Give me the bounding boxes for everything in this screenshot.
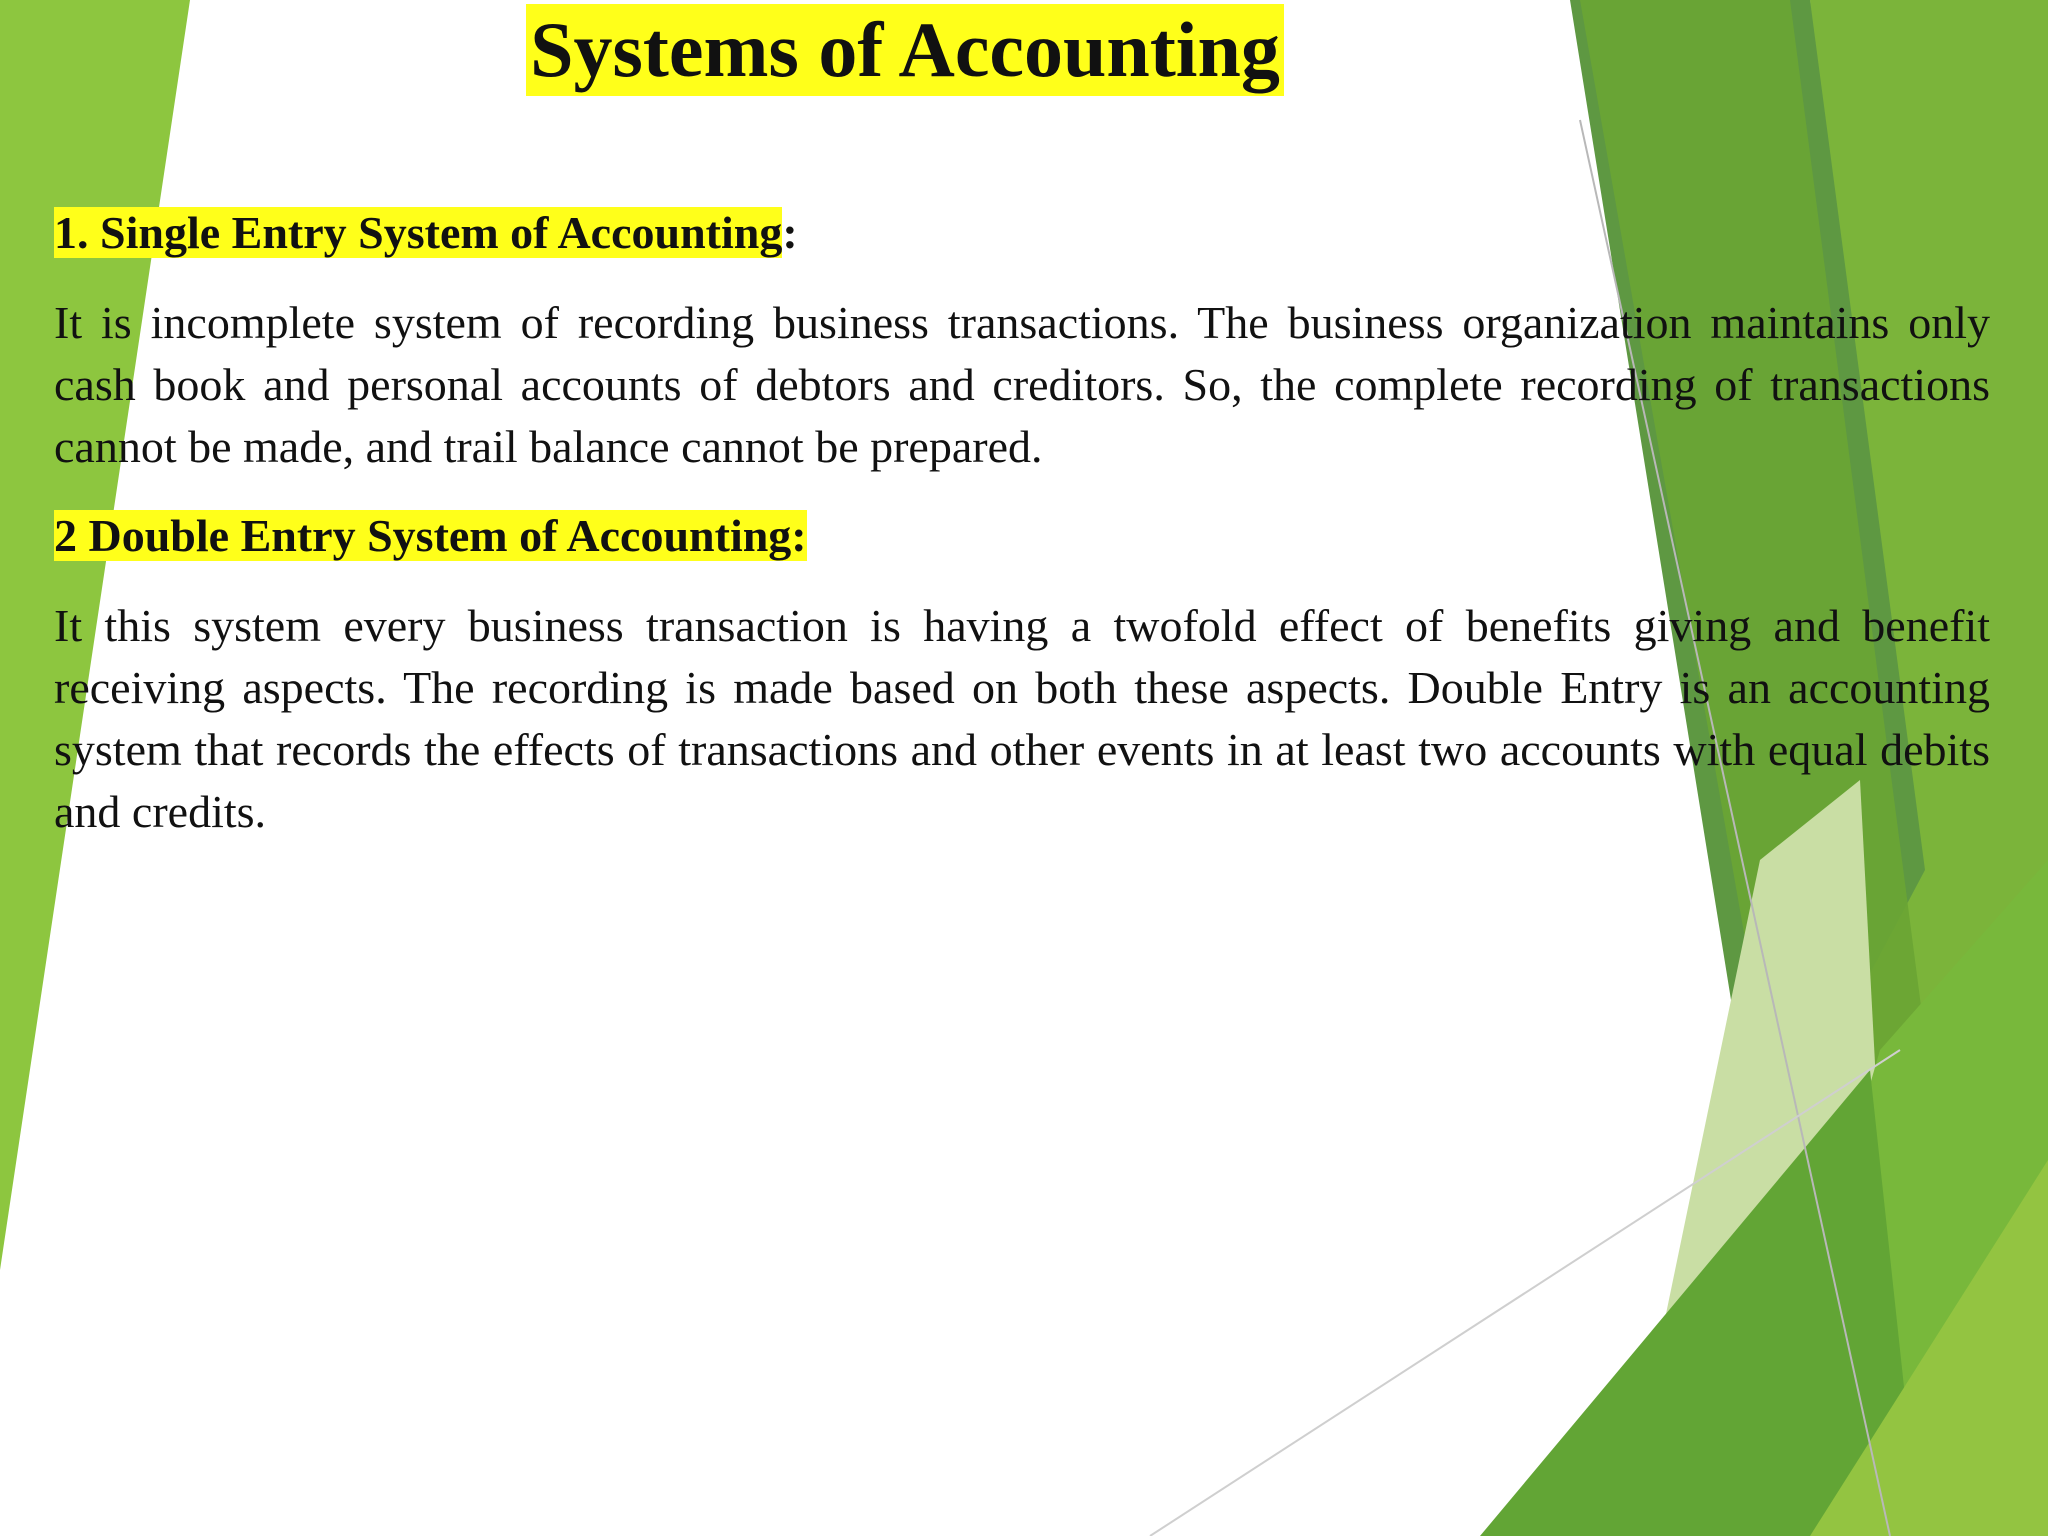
section1-heading: 1. Single Entry System of Accounting — [54, 207, 783, 258]
title-container — [0, 4, 1810, 96]
section2-heading: 2 Double Entry System of Accounting: — [54, 510, 807, 561]
section2-paragraph: It this system every business transaction is having a twofold effect of benefits giving and benefit receiving aspects. The recording is made based on both these aspects. Double Entry is an accounting system that records the effects of transactions and other events in at least two accounts with equal debits and credits. — [54, 600, 1990, 837]
section2-heading-line — [54, 507, 807, 565]
section1-heading-line — [54, 204, 798, 262]
section1-heading-colon: : — [782, 207, 798, 258]
section1-paragraph: It is incomplete system of recording business transactions. The business organization maintains only cash book and personal accounts of debtors and creditors. So, the complete recording of transactions cannot be made, and trail balance cannot be prepared. — [54, 297, 1990, 472]
slide-title: Systems of Accounting — [526, 4, 1284, 96]
